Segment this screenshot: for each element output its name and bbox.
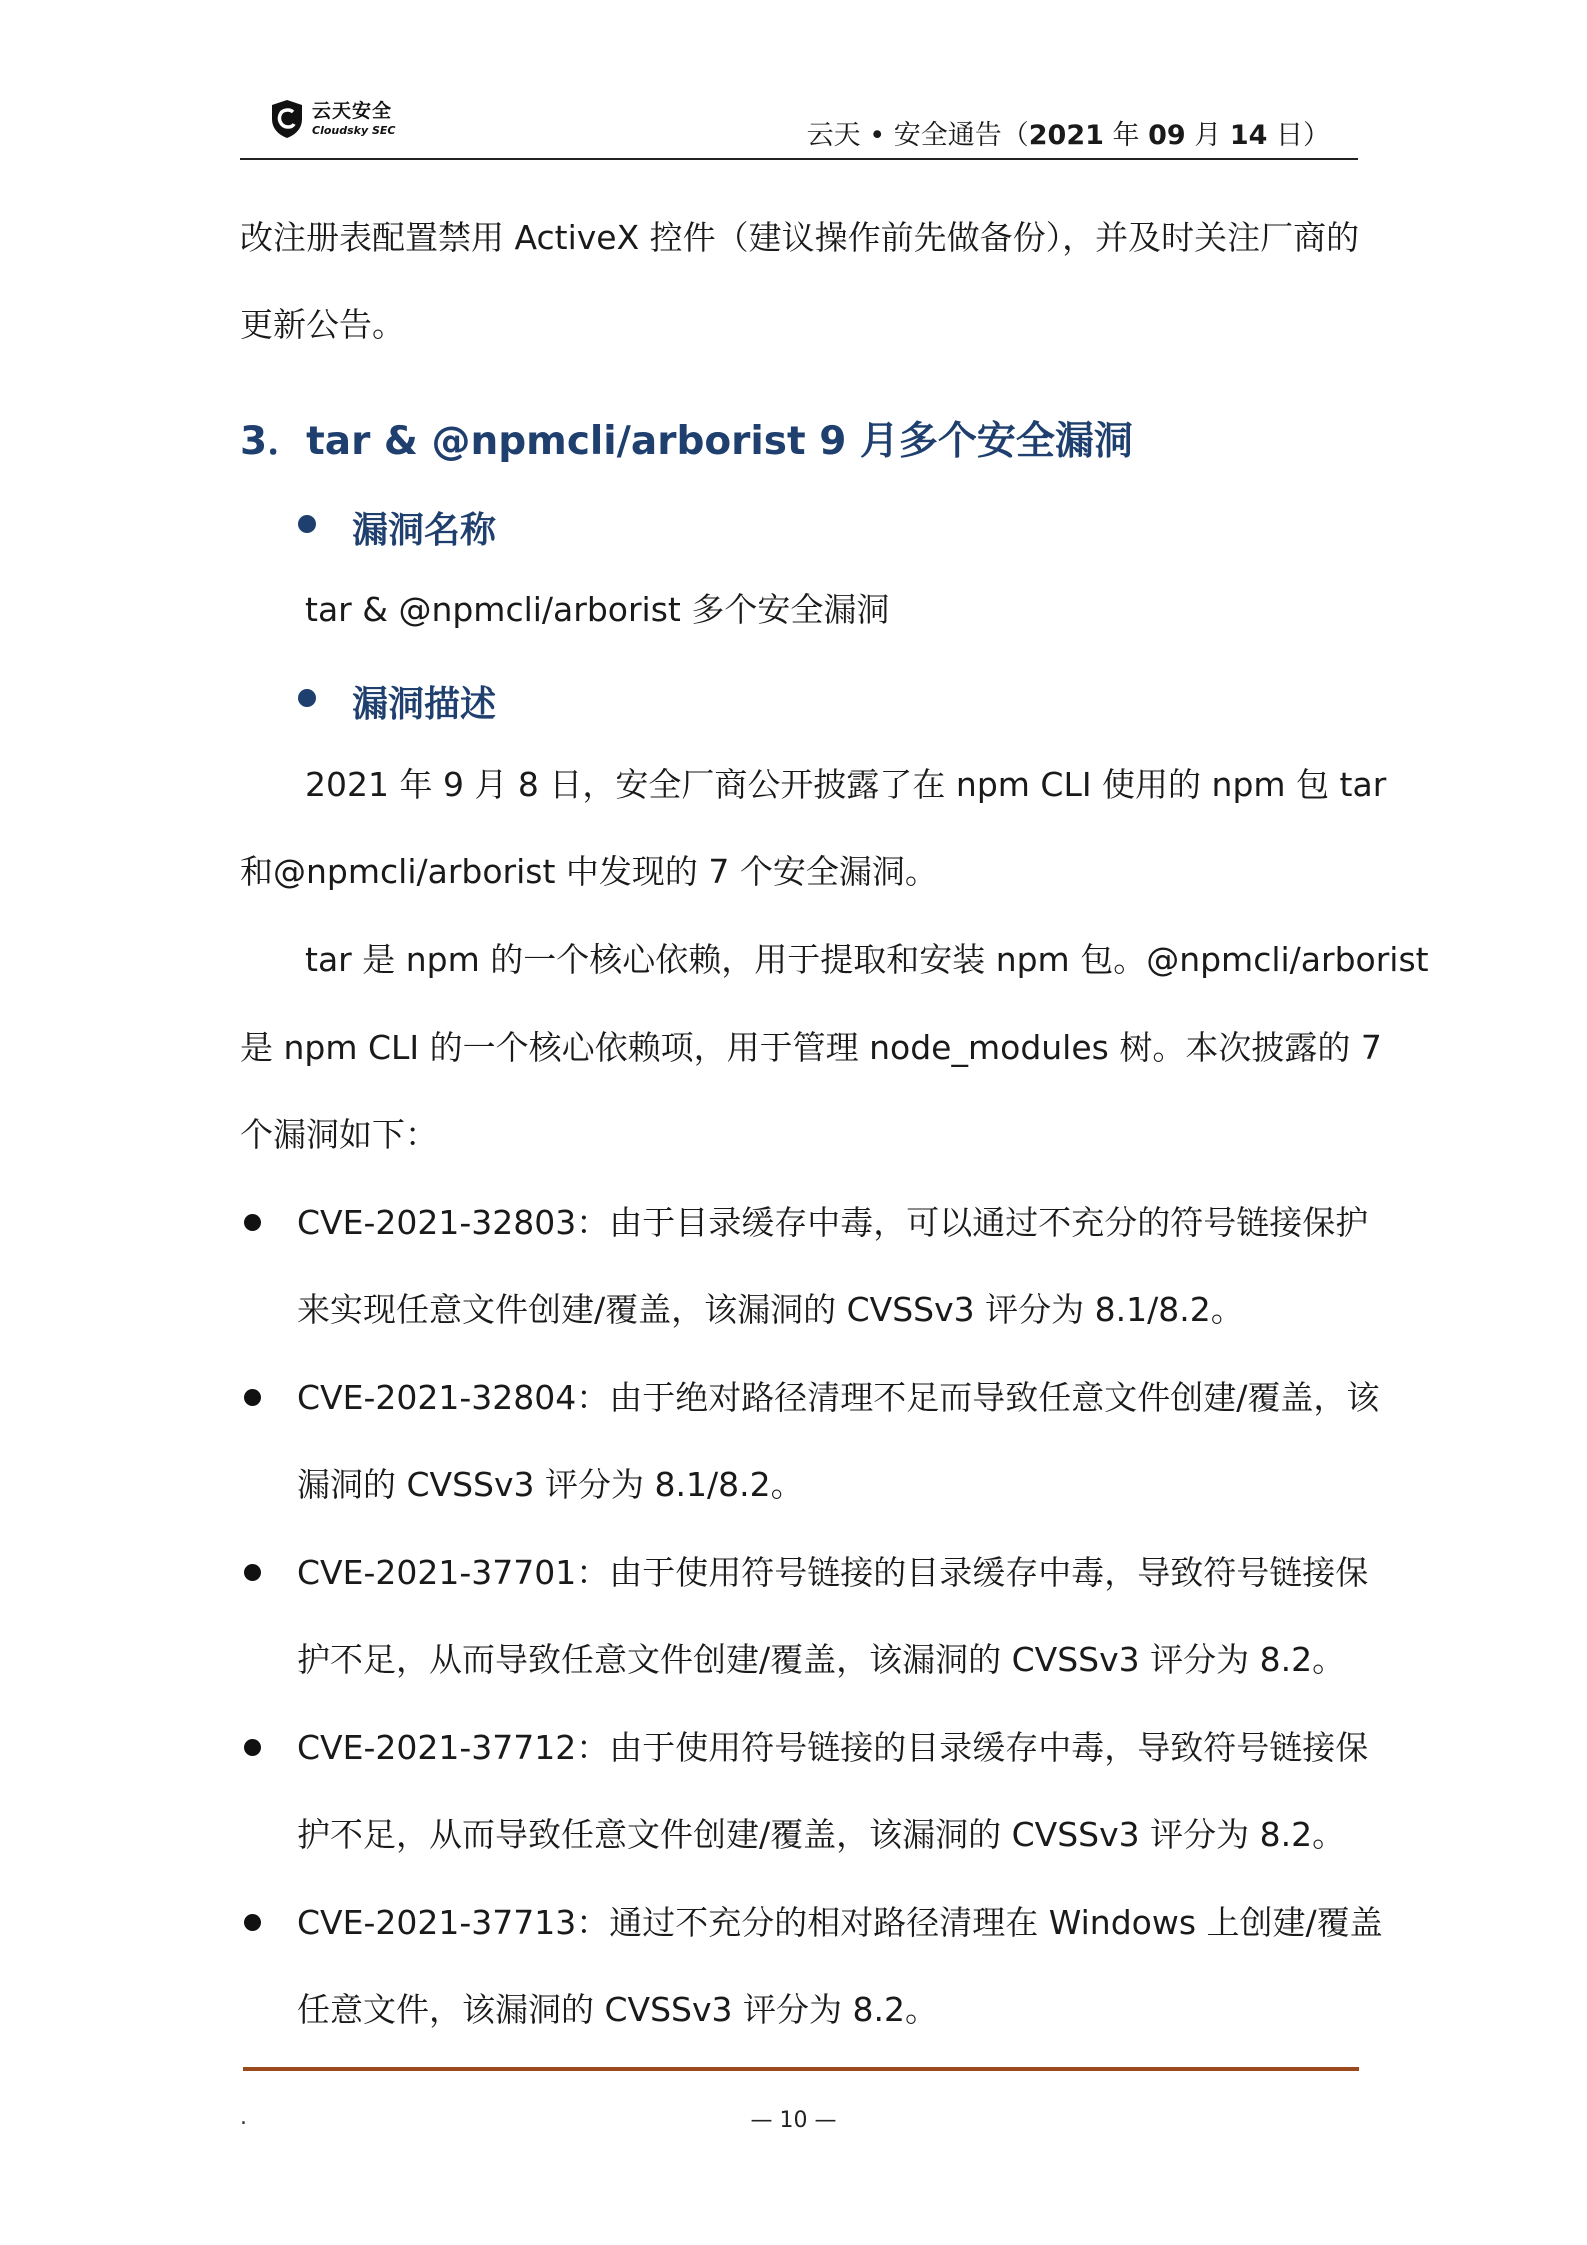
list-bullet [244,1739,261,1756]
header-divider [240,158,1358,160]
list-bullet [244,1389,261,1406]
cve-item-4-line-2: 护不足，从而导致任意文件创建/覆盖，该漏洞的 CVSSv3 评分为 8.2。 [297,1815,1346,1854]
page-number: — 10 — [750,2108,837,2133]
cve-item-1-line-1: CVE-2021-32803：由于目录缓存中毒，可以通过不充分的符号链接保护 [297,1203,1369,1242]
company-logo [270,95,395,143]
desc-paragraph-2-line-3: 个漏洞如下： [240,1115,438,1154]
list-bullet [244,1564,261,1581]
footer-divider [243,2067,1359,2071]
page-header [240,95,1358,161]
desc-paragraph-2-line-2: 是 npm CLI 的一个核心依赖项，用于管理 node_modules 树。本次披露的 7 [240,1028,1382,1067]
intro-line-2: 更新公告。 [240,305,405,344]
cve-item-3-line-2: 护不足，从而导致任意文件创建/覆盖，该漏洞的 CVSSv3 评分为 8.2。 [297,1640,1346,1679]
cve-item-2-line-1: CVE-2021-32804：由于绝对路径清理不足而导致任意文件创建/覆盖，该 [297,1378,1380,1417]
vuln-desc-label: 漏洞描述 [352,684,497,725]
desc-paragraph-2-line-1: tar 是 npm 的一个核心依赖，用于提取和安装 npm 包。@npmcli/arborist [305,940,1429,979]
vuln-name-label: 漏洞名称 [352,510,497,551]
subheading-bullet [298,689,316,707]
list-bullet [244,1914,261,1931]
cve-item-1-line-2: 来实现任意文件创建/覆盖，该漏洞的 CVSSv3 评分为 8.1/8.2。 [297,1290,1244,1329]
cve-item-5-line-1: CVE-2021-37713：通过不充分的相对路径清理在 Windows 上创建/覆盖 [297,1903,1383,1942]
vuln-name-value: tar & @npmcli/arborist 多个安全漏洞 [305,590,890,629]
cve-item-2-line-2: 漏洞的 CVSSv3 评分为 8.1/8.2。 [297,1465,804,1504]
logo-en-text: Cloudsky SEC [312,124,396,137]
shield-logo-icon [270,99,304,139]
cve-item-3-line-1: CVE-2021-37701：由于使用符号链接的目录缓存中毒，导致符号链接保 [297,1553,1369,1592]
subheading-bullet [298,515,316,533]
desc-paragraph-1-line-2: 和@npmcli/arborist 中发现的 7 个安全漏洞。 [240,852,938,891]
logo-cn-text: 云天安全 [312,100,393,122]
cve-item-5-line-2: 任意文件，该漏洞的 CVSSv3 评分为 8.2。 [297,1990,938,2029]
cve-item-4-line-1: CVE-2021-37712：由于使用符号链接的目录缓存中毒，导致符号链接保 [297,1728,1369,1767]
footer-dot: . [240,2105,247,2130]
list-bullet [244,1214,261,1231]
section-heading: 3．tar & @npmcli/arborist 9 月多个安全漏洞 [240,419,1133,464]
bulletin-title: 云天 • 安全通告（2021 年 09 月 14 日） [806,120,1330,151]
intro-line-1: 改注册表配置禁用 ActiveX 控件（建议操作前先做备份），并及时关注厂商的 [240,218,1360,257]
desc-paragraph-1-line-1: 2021 年 9 月 8 日，安全厂商公开披露了在 npm CLI 使用的 npm 包 tar [305,765,1387,804]
